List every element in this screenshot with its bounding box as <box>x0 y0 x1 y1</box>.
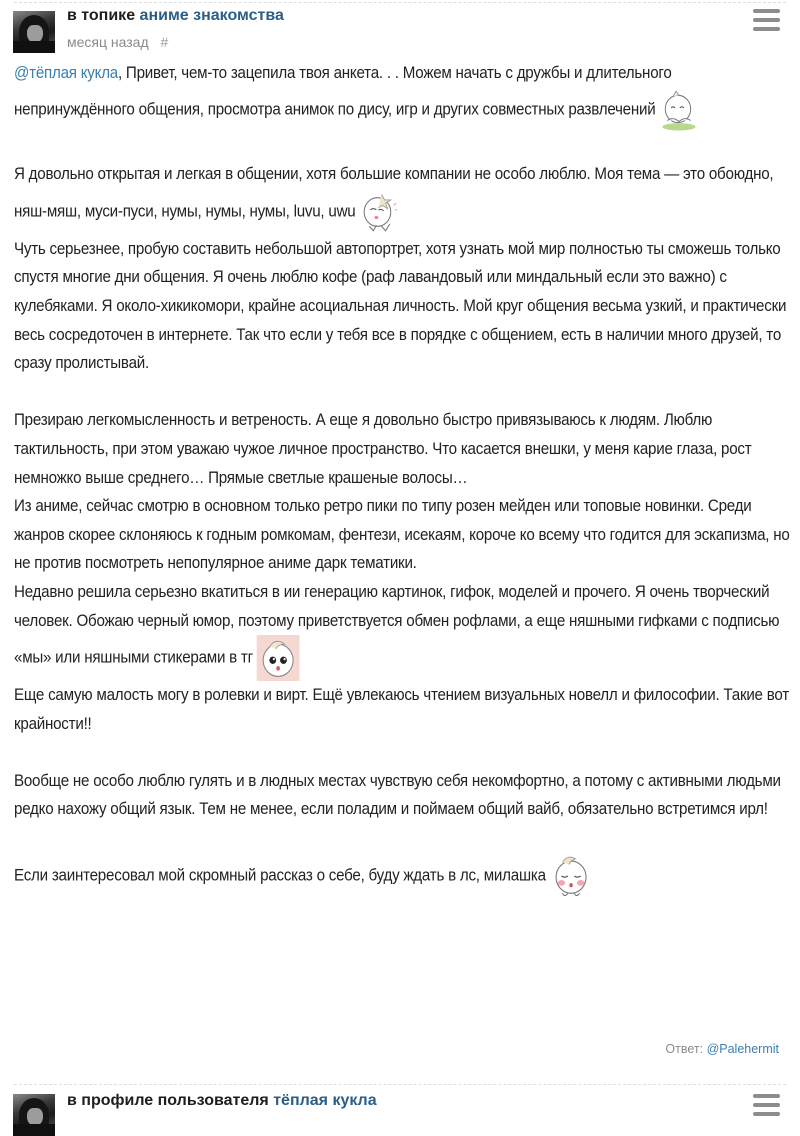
mention-link[interactable]: @тёплая кукла <box>14 64 118 82</box>
sticker-surprised-icon <box>257 635 300 681</box>
paragraph-3: Чуть серьезнее, пробую составить небольшой автопортрет, хотя узнать мой мир полностью ты сможешь только спустя многие дни общения. Я очень люблю кофе (раф лавандовый или миндальный если это важно) с кулебяками. Я около-хикикомори, крайне асоциальная личность. Мой круг общения весьма узкий, и практически весь сосредоточен в интернете. Так что если у тебя все в порядке с общением, есть в наличии много друзей, то сразу пролистывай. <box>14 239 787 373</box>
reply-user-link[interactable]: @Palehermit <box>706 1042 779 1056</box>
paragraph-2: Я довольно открытая и легкая в общении, хотя большие компании не особо люблю. Моя тема — это обоюдно, няш-мяш, муси-пуси, нумы, нумы, нумы, luvu, uwu <box>14 160 791 235</box>
post-body <box>14 59 791 899</box>
post-meta <box>67 34 168 50</box>
post-menu-button[interactable] <box>753 9 781 33</box>
post-time[interactable]: месяц назад <box>67 34 149 50</box>
hamburger-icon <box>753 1094 780 1098</box>
next-post-title <box>67 1092 377 1110</box>
topic-link[interactable]: аниме знакомства <box>139 7 284 24</box>
paragraph-1: @тёплая кукла, Привет, чем-то зацепила твоя анкета. . . Можем начать с дружбы и длительного непринуждённого общения, просмотра анимок по дису, игр и других совместных развлечений <box>14 59 791 132</box>
sticker-sleepy-icon <box>550 853 593 899</box>
paragraph-6: Недавно решила серьезно вкатиться в ии генерацию картинок, гифок, моделей и прочего. Я очень творческий человек. Обожаю черный юмор, поэтому приветствуется обмен рофлами, а еще няшными гифками с подписью «мы» или няшными стикерами в тг <box>14 578 791 681</box>
avatar[interactable] <box>13 11 55 53</box>
next-post-menu-button[interactable] <box>753 1094 781 1118</box>
hamburger-icon <box>753 9 780 13</box>
paragraph-4: Презираю легкомысленность и ветреность. А еще я довольно быстро привязываюсь к людям. Люблю тактильность, при этом уважаю чужое личное пространство. Что касается внешки, у меня карие глаза, рост немножко выше среднего… Прямые светлые крашеные волосы… <box>14 411 752 487</box>
reply-info <box>665 1042 779 1056</box>
paragraph-5: Из аниме, сейчас смотрю в основном только ретро пики по типу розен мейден или топовые новинки. Среди жанров скорее склоняюсь к годным ромкомам, фентези, исекаям, короче ко всему что годится для эскапизма, но не против посмотреть непопулярное аниме дарк тематики. <box>14 497 790 573</box>
divider-top <box>14 2 786 3</box>
sticker-blushing-icon <box>359 189 400 235</box>
reply-label: Ответ: <box>665 1042 704 1056</box>
paragraph-7: Еще самую малость могу в ролевки и вирт. Ещё увлекаюсь чтением визуальных новелл и философии. Такие вот крайности!! <box>14 686 789 733</box>
next-post-title-prefix: в профиле пользователя <box>67 1092 269 1109</box>
paragraph-9: Если заинтересовал мой скромный рассказ о себе, буду ждать в лс, милашка <box>14 853 791 899</box>
post-divider <box>14 1084 786 1085</box>
profile-link[interactable]: тёплая кукла <box>273 1092 377 1109</box>
paragraph-8: Вообще не особо люблю гулять и в людных местах чувствую себя некомфортно, а потому с активными людьми редко нахожу общий язык. Тем не менее, если поладим и поймаем общий вайб, обязательно встретимся ирл! <box>14 771 781 819</box>
permalink-hash[interactable]: # <box>160 34 169 50</box>
post-title <box>67 7 284 25</box>
sticker-dreaming-icon <box>659 88 698 132</box>
avatar[interactable] <box>13 1094 55 1136</box>
post-title-prefix: в топике <box>67 7 136 24</box>
